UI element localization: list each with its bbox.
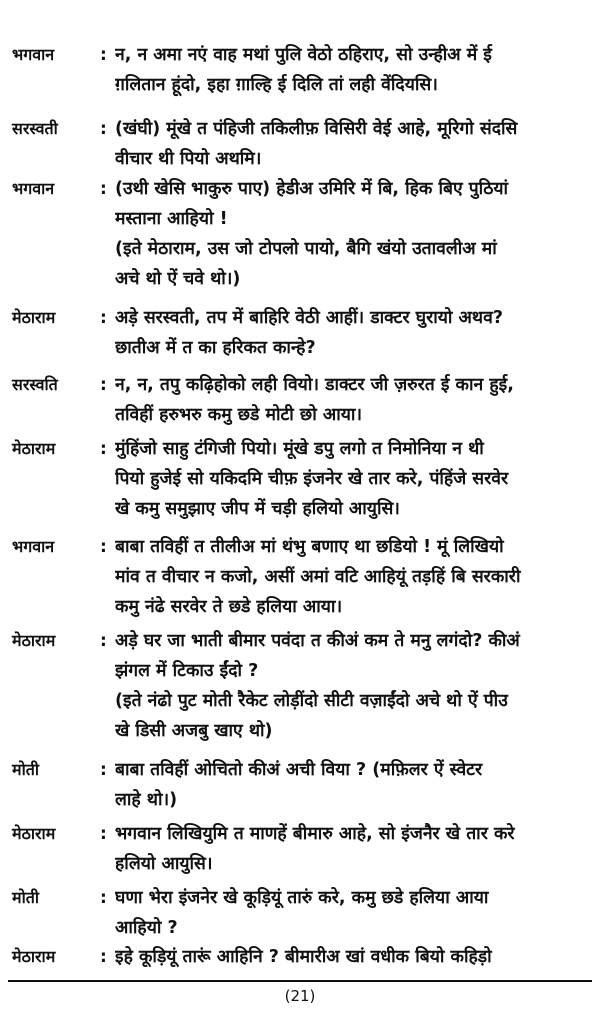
dialogue-line: (इते नंढो पुट मोती रैकेट लोड़ींदो सीटी वज़ाईंदो अचे थो ऐं पीउ (115, 691, 508, 711)
speaker-colon: : (100, 375, 107, 395)
dialogue-entry (0, 883, 600, 943)
speaker-name: मोती (12, 760, 39, 779)
speaker-name: मोती (12, 888, 39, 907)
speaker-name: सरस्वती (12, 119, 58, 138)
dialogue-entry (0, 40, 600, 100)
speaker-colon: : (100, 439, 107, 459)
dialogue-line: छातीअ में त का हरिकत कान्हे? (115, 338, 316, 358)
dialogue-entry (0, 370, 600, 430)
footer-rule (8, 980, 592, 982)
speaker-name: मेठाराम (12, 947, 56, 966)
speaker-name: भगवान (12, 179, 55, 198)
dialogue-line: मांव त वीचार न कजो, असीं अमां वटि आहियूं तड़हिं बि सरकारी (115, 567, 521, 587)
dialogue-line: हलियो आयुसि। (115, 854, 213, 874)
speaker-name: मेठाराम (12, 631, 56, 650)
speaker-colon: : (100, 119, 107, 139)
dialogue-line: मुंहिंजो साहु टंगिजी पियो। मूंखे डपु लगो त निमोनिया न थी (115, 439, 484, 459)
dialogue-entry (0, 626, 600, 746)
dialogue-entry (0, 819, 600, 879)
speaker-name: मेठाराम (12, 439, 56, 458)
speaker-colon: : (100, 308, 107, 328)
dialogue-entry (0, 174, 600, 294)
speaker-colon: : (100, 537, 107, 557)
dialogue-entry (0, 114, 600, 174)
speaker-name: मेठाराम (12, 308, 56, 327)
dialogue-line: आहियो ? (115, 918, 178, 938)
page-number: (21) (284, 987, 316, 1005)
speaker-colon: : (100, 824, 107, 844)
speaker-colon: : (100, 888, 107, 908)
dialogue-line: पियो हुजेई सो यकिदमि चीफ़ इंजनेर खे तार करे, पंहिंजे सरवेर (115, 469, 509, 489)
dialogue-line: ग़लितान हूंदो, इहा ग़ाल्हि ई दिलि तां लही वेंदियसि। (115, 75, 438, 95)
dialogue-entry (0, 755, 600, 815)
dialogue-line: झंगल में टिकाउ ईंदो ? (115, 661, 259, 681)
dialogue-line: तविहीं हरुभरु कमु छडे मोटी छो आया। (115, 405, 363, 425)
dialogue-line: अड़े सरस्वती, तप में बाहिरि वेठी आहीं। डाक्टर घुरायो अथव? (115, 308, 503, 328)
dialogue-line: बाबा तविहीं त तीलीअ मां थंभु बणाए था छडियो ! मूं लिखियो (115, 537, 504, 557)
dialogue-entry (0, 434, 600, 524)
speaker-name: मेठाराम (12, 824, 56, 843)
speaker-colon: : (100, 947, 107, 967)
dialogue-line: बाबा तविहीं ओचितो कीअं अची विया ? (मफ़िलर ऐं स्वेटर (115, 760, 483, 780)
dialogue-line: (इते मेठाराम, उस जो टोपलो पायो, बैगि खंयो उतावलीअ मां (115, 239, 497, 259)
dialogue-line: (खंघी) मूंखे त पंहिजी तकिलीफ़ विसिरी वेई आहे, मूरिगो संदसि (115, 119, 518, 139)
dialogue-line: इहे कूड़ियूं तारूं आहिनि ? बीमारीअ खां वधीक बियो कहिड़ो (115, 947, 492, 967)
dialogue-line: लाहे थो।) (115, 790, 178, 810)
speaker-colon: : (100, 631, 107, 651)
speaker-colon: : (100, 45, 107, 65)
dialogue-line: न, न, तपु कढ़िहोको लही वियो। डाक्टर जी ज़रुरत ई कान हुई, (115, 375, 514, 395)
dialogue-line: खे डिसी अजबु खाए थो) (115, 721, 273, 741)
speaker-name: सरस्वति (12, 375, 58, 394)
speaker-colon: : (100, 179, 107, 199)
dialogue-line: घणा भेरा इंजनेर खे कूड़ियूं तारुं करे, कमु छडे हलिया आया (115, 888, 489, 908)
dialogue-entry (0, 942, 600, 972)
dialogue-line: कमु नंढे सरवेर ते छडे हलिया आया। (115, 597, 343, 617)
dialogue-line: अड़े घर जा भाती बीमार पवंदा त कीअं कम ते मनु लगंदो? कीअं (115, 631, 520, 651)
speaker-colon: : (100, 760, 107, 780)
dialogue-line: न, न अमा नएं वाह मथां पुलि वेठो ठहिराए, सो उन्हीअ में ई (115, 45, 492, 65)
speaker-name: भगवान (12, 537, 55, 556)
dialogue-entry (0, 303, 600, 363)
dialogue-line: अचे थो ऐं चवे थो।) (115, 269, 241, 289)
dialogue-line: मस्ताना आहियो ! (115, 209, 228, 229)
speaker-name: भगवान (12, 45, 55, 64)
dialogue-line: (उथी खेसि भाकुरु पाए) हेडीअ उमिरि में बि, हिक बिए पुठियां (115, 179, 509, 199)
dialogue-line: भगवान लिखियुमि त माणहें बीमारु आहे, सो इंजनैर खे तार करे (115, 824, 515, 844)
dialogue-entry (0, 532, 600, 622)
dialogue-line: वीचार थी पियो अथमि। (115, 149, 262, 169)
dialogue-line: खे कमु समुझाए जीप में चड़ी हलियो आयुसि। (115, 499, 400, 519)
